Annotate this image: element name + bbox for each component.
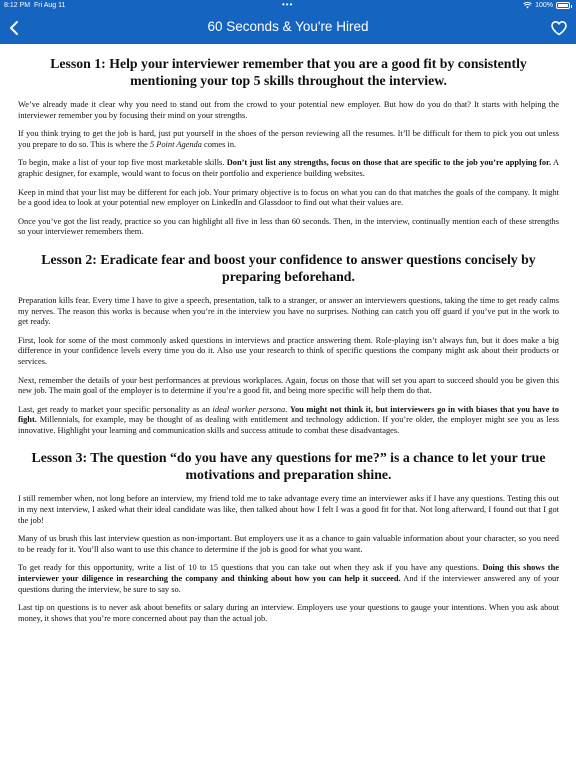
lesson-paragraph (18, 336, 559, 368)
italic-text: ideal worker persona (212, 404, 286, 414)
bold-text: You might not think it, but interviewers go in with biases that you have to fight. (18, 404, 559, 425)
text-run: comes in. (201, 139, 237, 149)
lesson-paragraph (18, 494, 559, 526)
text-run: Keep in mind that your list may be different for each job. Your primary objective is to focus on what you can do that matches the goals of the company. It might be a good idea to look at your potential new employer on LinkedIn and Glassdoor to find out what their values are. (18, 187, 559, 208)
text-run: A graphic designer, for example, would want to focus on their portfolio and experience building websites. (18, 158, 560, 178)
lesson-paragraph (18, 100, 559, 121)
italic-text: 5 Point Agenda (149, 139, 202, 149)
text-run: Once you’ve got the list ready, practice so you can highlight all five in less than 60 seconds. Then, in the interview, continually mention each of these strengths so your interviewer remembers them. (18, 216, 559, 237)
status-time: 8:12 PM (4, 2, 31, 9)
battery-percent: 100% (535, 2, 553, 9)
bold-text: Don’t just list any strengths, focus on those that are specific to the job you’re applying for. (226, 158, 552, 168)
lesson-paragraph (18, 158, 559, 179)
status-right (523, 2, 570, 9)
lesson-paragraph (18, 603, 559, 624)
lesson-title: Lesson 2: Eradicate fear and boost your confidence to answer questions concisely by preparing beforehand. (41, 251, 536, 284)
page-title: 60 Seconds & You're Hired (207, 19, 369, 34)
status-date: Fri Aug 11 (34, 2, 66, 9)
lesson-paragraph (18, 563, 559, 595)
text-run: I still remember when, not long before an interview, my friend told me to take advantage every time an interviewer asks if I have any questions. Testing this out in my next interview, I asked what their ideal candidate was like, then talked about how I felt I was a good fit for that. Not long afterward, I found out that I got the job! (18, 494, 559, 525)
text-run: To get ready for this opportunity, write a list of 10 to 15 questions that you can take out when they ask if you have any questions. (18, 563, 483, 573)
lesson-title: Lesson 3: The question “do you have any questions for me?” is a chance to let your true motivations and preparation shine. (31, 450, 546, 483)
text-run: If you think trying to get the job is hard, just put yourself in the shoes of the person reviewing all the resumes. It’ll be difficult for them to pick you out unless you prepare to do so. This is where the (18, 129, 559, 149)
lesson-paragraph (18, 296, 559, 328)
text-run: Many of us brush this last interview question as non-important. But employers use it as a chance to gain valuable information about your character, so you need to be ready for it. You’ll also want to use this chance to determine if the job is good for what you want. (18, 534, 559, 554)
text-run: First, look for some of the most commonly asked questions in interviews and practice answering them. Role-playing isn’t always fun, but it does make a big difference in your confidence levels every time you do it. Also use your research to think of specific questions the company might ask about their products or services. (18, 335, 559, 366)
text-run: . (285, 404, 290, 414)
heart-icon[interactable] (550, 19, 568, 37)
article-content[interactable] (0, 44, 576, 768)
nav-bar (0, 12, 576, 44)
text-run: Millennials, for example, may be thought of as dealing with entitlement and technology addiction. If you’re older, the employer might see you as less innovative. Highlight your learning and communication skills and success attitude to combat these disadvantages. (18, 415, 559, 435)
text-run: Next, remember the details of your best performances at previous workplaces. Again, focus on those that will set you apart to succeed should you be given this new job. The main goal of the employer is to determine if you’re a good fit, and being more specific will help them do that. (18, 375, 559, 396)
text-run: And if the interviewer answered any of your questions during the interview, be sure to say so. (18, 574, 560, 594)
lesson-paragraph (18, 129, 559, 150)
text-run: To begin, make a list of your top five most marketable skills. (18, 158, 227, 168)
battery-icon (556, 2, 570, 9)
multitasking-dots-icon[interactable]: ••• (282, 0, 294, 9)
bold-text: Doing this shows the interviewer your diligence in researching the company and thinking about how you can help it succeed. (18, 563, 559, 584)
lesson-paragraph (18, 376, 559, 397)
lesson-paragraph (18, 534, 559, 555)
lesson-title: Lesson 1: Help your interviewer remember that you are a good fit by consistently mentioning your top 5 skills throughout the interview. (50, 56, 527, 88)
text-run: Last, get ready to market your specific personality as an (18, 404, 213, 414)
text-run: Preparation kills fear. Every time I have to give a speech, presentation, talk to a stranger, or answer an interviewers questions, taking the time to get ready calms my nerves. The reason this works is because when you’re in the interview you have no surprises. Nothing can catch you off guard if you’ve put in the work to get ready. (18, 295, 559, 327)
lesson-paragraph (18, 405, 559, 437)
text-run: We’ve already made it clear why you need to stand out from the crowd to your potential new employer. But how do you do that? It starts with helping the interviewer remember you by focusing their mind on your strengths. (18, 100, 559, 120)
wifi-icon (523, 2, 532, 9)
lesson-paragraph (18, 188, 559, 209)
lesson-paragraph (18, 217, 559, 238)
status-bar (0, 0, 576, 12)
text-run: Last tip on questions is to never ask about benefits or salary during an interview. Employers use your questions to gauge your intentions. When you ask about money, it shows that you’re more concerned about pay than the actual job. (18, 603, 559, 623)
